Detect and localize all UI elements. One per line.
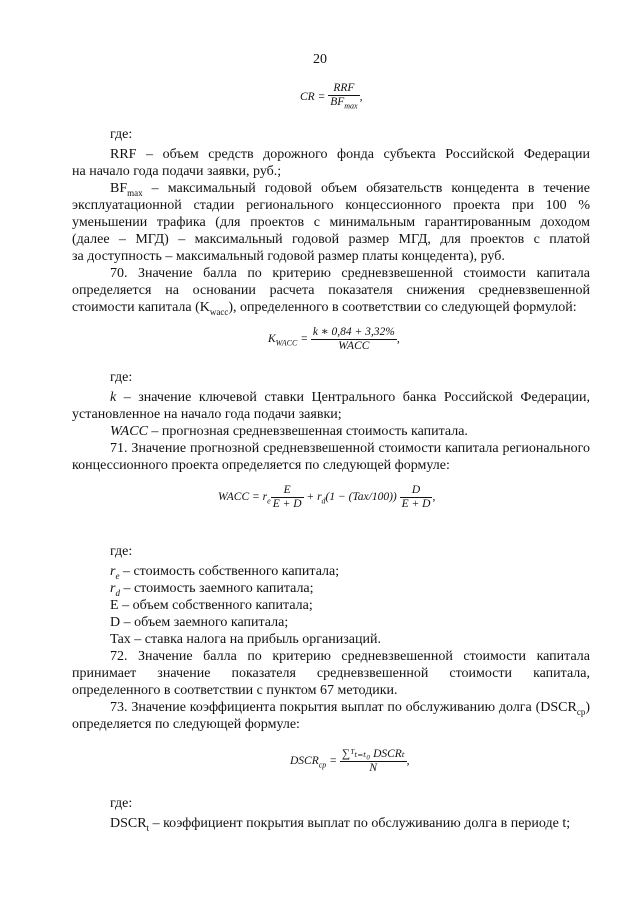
bf-def-line-3: уменьшении трафика (для проектов с минимальным гарантированным доходом — [72, 215, 590, 230]
bf-def-line-1: $BF_{max}$ – максимальный годовой объем обязательств концедента в течение — [110, 181, 590, 198]
p72-line-3: определенного в соответствии с пунктом 67 методики. — [72, 683, 398, 698]
formula-dscr-lhs: $DSCR_{ср}$ — [290, 755, 327, 770]
formula-dscr: $DSCR_{ср}$ = $\frac{\text{∑ᵀₜ₌ₜ₀ DSCRₜ}}{N}$ , — [290, 748, 410, 774]
formula-wacc-fraction-2: $\frac{D}{E + D}$ — [401, 484, 431, 510]
formula-kwacc-lhs: $K_{WACC}$ — [268, 333, 298, 348]
p71-line-1: 71. Значение прогнозной средневзвешенной стоимости капитала регионального — [110, 441, 590, 456]
p70-line-2: определяется на основании расчета показателя снижения средневзвешенной — [72, 283, 590, 298]
bf-def-line-4: (далее – МГД) – максимальный годовой размер МГД, для проектов с платой — [72, 232, 590, 247]
formula-cr-fraction — [328, 82, 359, 112]
formula-kwacc: $K_{WACC}$ = $\frac{k ∗ 0,84 + 3,32\%}{\text{WACC}}$ , — [268, 326, 400, 352]
def-rd: $r_d$ – стоимость заемного капитала; — [110, 581, 314, 598]
formula-kwacc-fraction — [311, 326, 397, 353]
def-tax: Tax – ставка налога на прибыль организаций. — [110, 632, 381, 647]
def-re: $r_e$ – стоимость собственного капитала; — [110, 564, 340, 581]
p70-line-3: стоимости капитала $(K_{wacc})$, определенного в соответствии со следующей формулой: — [72, 300, 577, 317]
where-label-2: где: — [110, 370, 133, 385]
p73-line-1: 73. Значение коэффициента покрытия выплат по обслуживанию долга $(DSCR_{ср})$ — [110, 700, 590, 717]
formula-cr-lhs: CR = — [300, 90, 326, 103]
dscrt-def-line: $DSCR_t$ – коэффициент покрытия выплат по обслуживанию долга в периоде t; — [110, 816, 571, 833]
p71-line-2: концессионного проекта определяется по следующей формуле: — [72, 458, 450, 473]
rrf-def-line-2: на начало года подачи заявки, руб.; — [72, 164, 282, 179]
where-label-3: где: — [110, 544, 133, 559]
def-d: D – объем заемного капитала; — [110, 615, 289, 630]
p72-line-1: 72. Значение балла по критерию средневзвешенной стоимости капитала — [110, 649, 590, 664]
page-number: 20 — [313, 52, 327, 67]
formula-wacc: WACC = $r_e$ $\frac{E}{E + D}$ + $r_d(1 - (Tax/100))$ $\frac{D}{E + D}$ , — [218, 484, 436, 510]
formula-wacc-lhs: WACC = — [218, 491, 260, 504]
formula-dscr-denominator: N — [369, 762, 378, 774]
formula-kwacc-numerator: k ∗ 0,84 + 3,32% — [312, 326, 395, 338]
def-e: E – объем собственного капитала; — [110, 598, 313, 613]
bf-def-line-5: за доступность – максимальный годовой размер платы концедента), руб. — [72, 249, 505, 264]
formula-wacc-fraction-1: $\frac{E}{E + D}$ — [272, 484, 302, 510]
formula-cr-denominator: $BF_{max}$ — [330, 96, 358, 111]
formula-kwacc-denominator: WACC — [338, 340, 370, 352]
where-label-1: где: — [110, 127, 133, 142]
p73-line-2: определяется по следующей формуле: — [72, 717, 300, 732]
formula-cr-numerator: RRF — [328, 82, 359, 96]
rrf-def-line-1: RRF – объем средств дорожного фонда субъекта Российской Федерации — [110, 147, 590, 162]
p72-line-2: принимает значение показателя средневзвешенной стоимости капитала, — [72, 666, 590, 681]
k-def-line-2: установленное на начало года подачи заявки; — [72, 407, 342, 422]
wacc-def-line: WACC – прогнозная средневзвешенная стоимость капитала. — [110, 424, 468, 439]
where-label-4: где: — [110, 796, 133, 811]
formula-dscr-fraction — [340, 748, 407, 775]
k-def-line-1: k – значение ключевой ставки Центрального банка Российской Федерации, — [110, 390, 590, 405]
formula-cr — [300, 82, 362, 112]
p70-line-1: 70. Значение балла по критерию средневзвешенной стоимости капитала — [110, 266, 590, 281]
bf-def-line-2: эксплуатационной стадии регионального концессионного проекта при 100 % — [72, 198, 590, 213]
formula-dscr-numerator: ∑ᵀₜ₌ₜ₀ DSCRₜ — [341, 748, 405, 760]
formula-cr-tail: , — [359, 90, 363, 103]
